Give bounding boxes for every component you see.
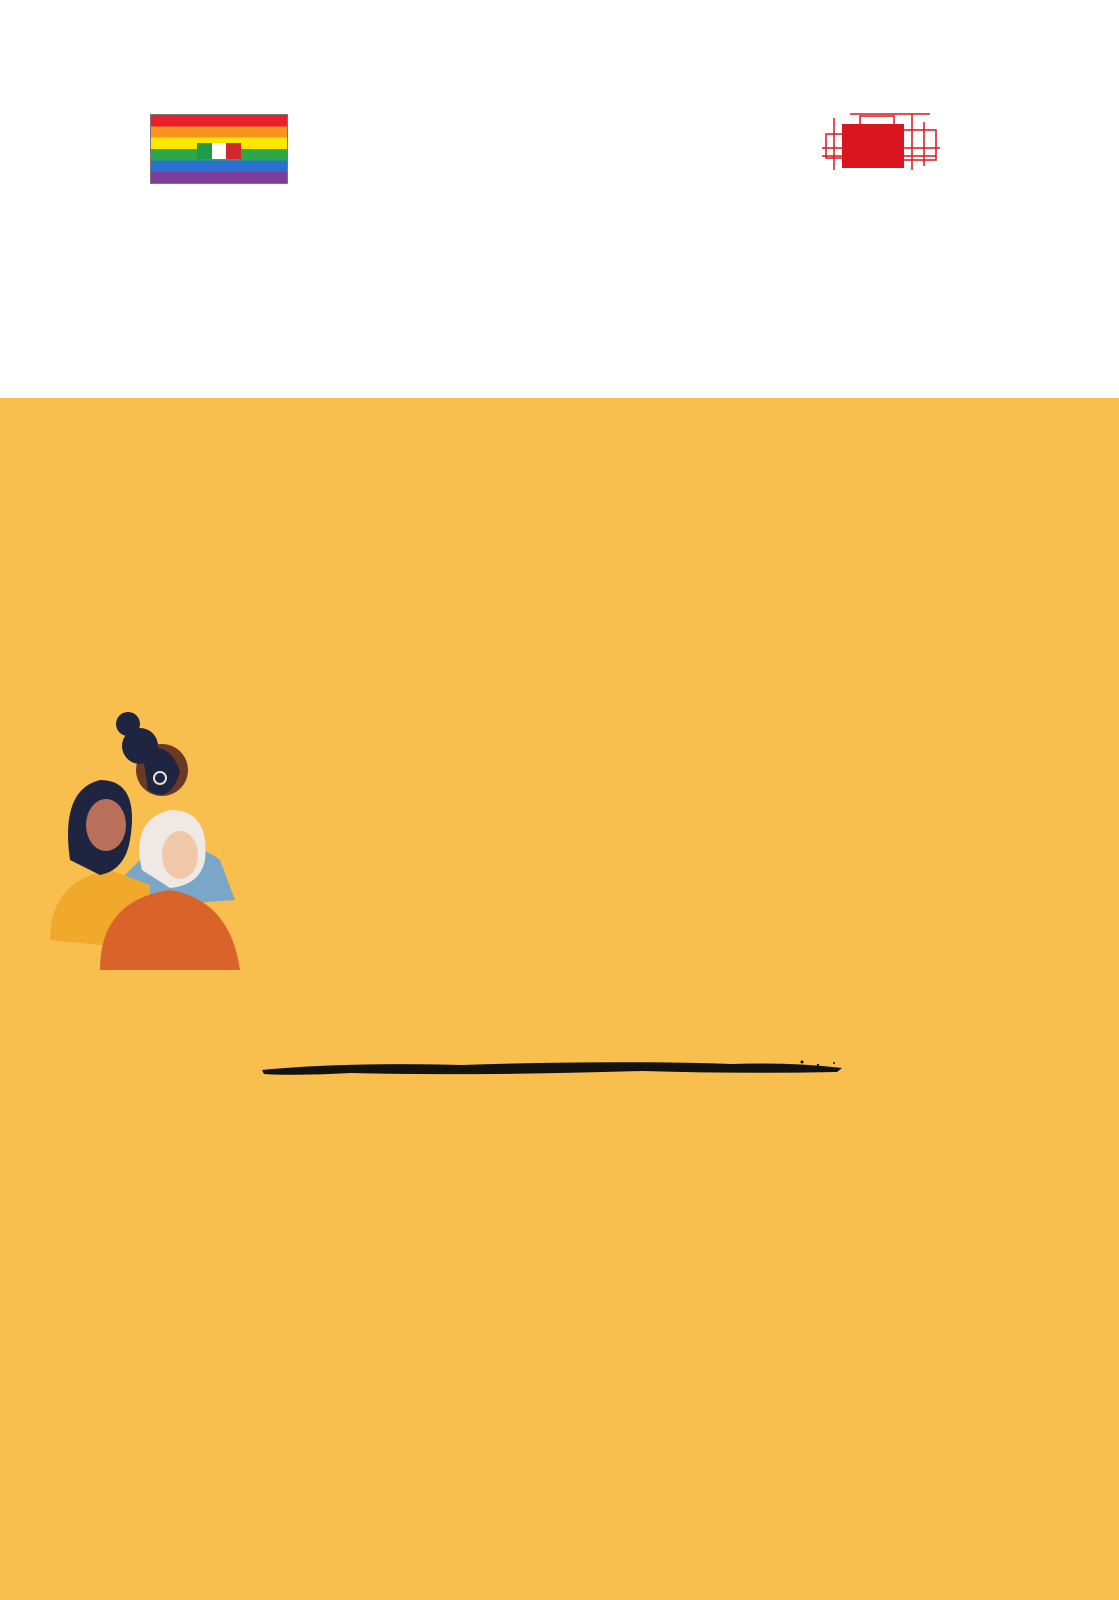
- anpi-logo: [150, 114, 290, 194]
- cgil-emblem-icon: [820, 112, 942, 174]
- three-women-illustration-icon: [30, 710, 250, 980]
- header-area: [0, 0, 1119, 398]
- raised-hands-crowd-icon: [0, 1330, 1119, 1600]
- content-area: [0, 398, 1119, 1600]
- italian-flag-icon: [197, 143, 241, 159]
- brush-underline: [262, 1056, 852, 1078]
- cgil-logo: [820, 112, 960, 190]
